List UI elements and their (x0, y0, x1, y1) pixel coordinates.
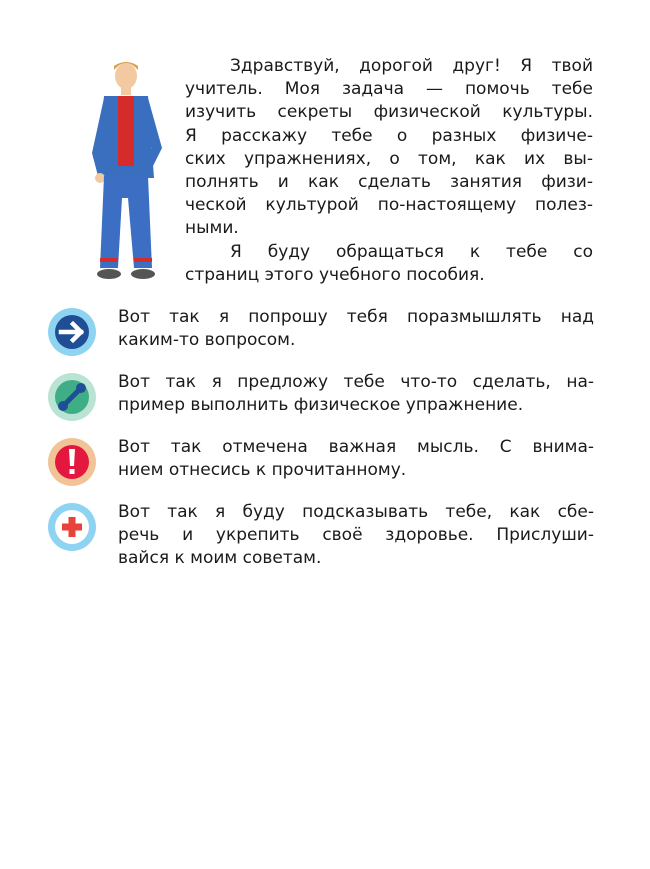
intro-line: учитель. Моя задача — помочь тебе (185, 79, 593, 100)
intro-line: полнять и как сделать занятия физи- (185, 171, 593, 192)
intro-line: ческой культурой по-настоящему полез- (185, 195, 593, 216)
legend-line: Вот так я предложу тебе что-то сделать, на- (118, 372, 594, 392)
legend-line: пример выполнить физическое упражнение. (118, 395, 524, 416)
legend-line: речь и укрепить своё здоровье. Прислуши- (118, 525, 594, 546)
legend-line: Вот так я попрошу тебя поразмышлять над (118, 307, 594, 327)
intro-line: Я расскажу тебе о разных физиче- (185, 125, 593, 146)
intro-line: ских упражнениях, о том, как их вы- (185, 148, 593, 169)
intro-line: ными. (185, 218, 239, 239)
intro-line: Я буду обращаться к тебе со (230, 241, 593, 262)
intro-line: Здравствуй, дорогой друг! Я твой (230, 56, 593, 76)
intro-text (185, 55, 593, 287)
legend-line: вайся к моим советам. (118, 548, 322, 569)
dumbbell-icon (48, 373, 96, 421)
teacher-illustration (76, 58, 176, 290)
legend-line: каким-то вопросом. (118, 330, 296, 351)
arrow-right-icon (48, 308, 96, 356)
intro-line: изучить секреты физической культуры. (185, 102, 593, 123)
intro-line: страниц этого учебного пособия. (185, 264, 485, 285)
medical-cross-icon (48, 503, 96, 551)
legend-line: нием отнесись к прочитанному. (118, 460, 407, 481)
exclamation-icon (48, 438, 96, 486)
legend-line: Вот так я буду подсказывать тебе, как сбе- (118, 502, 594, 522)
legend-line: Вот так отмечена важная мысль. С внима- (118, 437, 594, 457)
